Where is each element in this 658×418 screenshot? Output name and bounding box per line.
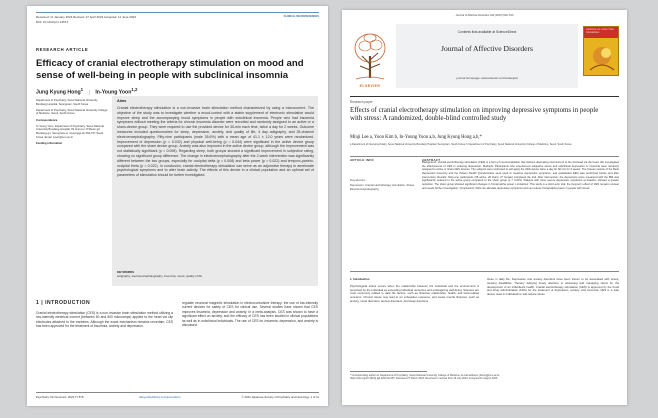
elsevier-tree-logo: [350, 26, 390, 86]
footer-journal-link[interactable]: wileyonlinelibrary.com/journal/pcn: [139, 395, 181, 399]
keywords-heading: Keywords:: [350, 178, 367, 182]
intro-column-2: those in daily life. Depressive and anxiety disorders have been shown to be associated with stress, causing disabilities. Thereby delaying timely attention to assessing and managing stress for the development of an individual's health. Cranial electrotherapy stimulation (CES) is approved by the Food and Drug Administration (FDA) for the treatment of depression, anxiety, and insomnia. CES is a safe device used in individuals to self-reduce stress.: [487, 277, 619, 297]
journal-citation-line: Journal of Affective Disorders 329 (2023) 500–510: [455, 14, 514, 17]
contents-line: [396, 30, 578, 34]
footnote-rule: [350, 371, 427, 372]
affiliations: a Department of Neuropsychiatry, Seoul National University Bundang Hospital, Seongnam, South Korea; b Department of Psychiatry, Seoul National University College of Medicine, Seoul, South Korea: [350, 143, 572, 146]
author-2[interactable]: In-Young Yoon: [95, 89, 132, 96]
info-divider: [350, 156, 619, 157]
article-type: Research paper: [350, 100, 373, 104]
author-1[interactable]: Jung Kyung Hong: [36, 89, 81, 96]
keywords-list: Depression, Cranial electrotherapy stimulation, Stress, Electroencephalography: [350, 184, 415, 191]
correspondence-text: In-Young Yoon, Department of Psychiatry, Seoul National University Bundang Hospital, 82 Gumi-ro 173beon-gil, Bundang-gu, Seongnam-si, Gyeonggi-do 463-707 South Korea. Email: iyoon@snu.ac.kr: [36, 124, 104, 139]
journal-banner: [396, 24, 578, 88]
affiliations-column: [36, 99, 108, 148]
section-heading-introduction: 1 | INTRODUCTION: [36, 300, 91, 306]
header-divider: [350, 96, 619, 97]
footer-citation: Psychiatry Clin Neurosci. 2023;77:578: [36, 395, 84, 399]
abstract-text: Background: Cranial electrotherapy stimulation (CES) is a form of neuromodulation that delivers alternating microcurrent to the forehead via the head. We investigated the effectiveness of CES in reducing depression. Methods: Participants who experienced subjective stress and subclinical depression or insomnia were randomly assigned to active or sham-CES devices. The subjects were instructed to self-apply the CES device twice a day for 30 min for 4 weeks. The Korean version of the Beck Depression Inventory and the Patient Health Questionnaire were used to measure depression symptoms, and quantitative EEG was performed before and after intervention. Results: Sixty-one participants (35 active, 26 sham; 27 female) completed the trial. After intervention, the depression score measured with the BDI was significantly reduced in the active group compared to the sham group (p = 0.001). Patients with more severe depressive symptoms at baseline showed a greater reduction. The sham group showed significant changes in frontal alpha power. Limitations: This study is a short-term trial; the long-term effect of CES remains unclear and needs further investigation. Conclusions: CES can alleviate depressive symptoms and can reduce frontal alpha power in people with stress.: [422, 161, 619, 190]
contents-text[interactable]: Contents lists available at ScienceDirect: [457, 30, 517, 34]
footer-rule: [36, 392, 319, 393]
affiliation-1: Department of Psychiatry, Seoul National University Bundang Hospital, Seongnam, South Korea: [36, 99, 98, 106]
left-paper-page: [27, 6, 328, 406]
footnote: * Corresponding author at: Department of Psychiatry, Seoul National University College of Medicine. E-mail address: jkhong@snu.ac.kr. https://doi.org/10.1016/j.jad.2023.02.087. Received 27 March 2023; Received in revised form 26 July 2023; Accepted 11 August 2023.: [350, 374, 500, 381]
keywords-text: actigraphy, electroencephalography, insomnia, mood, quality of life: [117, 273, 203, 278]
paper-title: Efficacy of cranial electrotherapy stimulation on mood and sense of well-being in people with subclinical insomnia: [36, 58, 304, 81]
correspondence-heading: Correspondence: [36, 118, 58, 122]
journal-cover-image: [583, 26, 619, 76]
author-list: Minji Lee a, Yoon Kim b, In-Young Yoon a,b, Jung Kyung Hong a,b,*: [350, 135, 482, 140]
abstract-heading: ABSTRACT: [422, 158, 441, 162]
abstract-text: Cranial electrotherapy stimulation is a non-invasive brain stimulation method characterized by using a microcurrent. The objective of the study was to investigate whether a mood-control with a stable supplement of electronic stimulation would improve sleep and the accompanying mood symptoms in people with subclinical insomnia. People who had insomnia symptoms without meeting the criteria for chronic insomnia disorder were recruited and randomly assigned to an active or a sham-device group. They were required to use the provided device for 30-min each time, twice a day for 2 weeks. Outcome measures included questionnaires for sleep, depression, anxiety, and quality of life, 4 day actigraphy, and 28-channel electroencephalography. Fifty-nine participants (male 35.6%) with a mean age of 41.1 ± 12.0 years were randomized. Improvement of depression (p = 0.032) and physical well-being (p = 0.044) were significant in the active device group compared with the sham device group. Anxiety was also improved in the active device group, although the improvement was not statistically significant (p = 0.098). Regarding sleep, both groups showed a significant improvement in subjective rating, showing no significant group difference. The change in electroencephalography after the 2-week intervention was significantly different between the two groups, especially for occipital delta (p = 0.008) and beta power (p = 0.022) and temporo-parieto-occipital theta (p = 0.022). In conclusion, cranial electrotherapy stimulation can serve as an adjunctive therapy to ameliorate psychological symptoms and to alter brain activity. The effects of this device in a clinical population and an optimal set of parameters of stimulation should be further investigated.: [117, 106, 314, 178]
keywords: [117, 271, 314, 278]
funding-heading: Funding information: [36, 141, 63, 145]
intro-column-1: [350, 278, 479, 304]
right-paper-page: [342, 10, 627, 405]
abstract-divider: [350, 271, 619, 272]
abstract-heading: Aims: [117, 99, 127, 103]
journal-name: Journal of Affective Disorders: [440, 44, 533, 53]
keywords-label: KEYWORDS: [117, 270, 135, 274]
article-info-heading: ARTICLE INFO: [350, 158, 374, 162]
journal-homepage[interactable]: journal homepage: www.elsevier.com/locate/jad: [456, 76, 518, 80]
section-heading-introduction: 1. Introduction: [350, 277, 370, 281]
cover-artwork-icon: [584, 38, 620, 76]
affiliation-2: Department of Psychiatry, Seoul National University College of Medicine, Seoul, South Korea: [36, 108, 108, 116]
doi: DOI: 10.1111/pcn.13574: [36, 20, 69, 24]
paper-title: Effects of cranial electrotherapy stimulation on improving depressive symptoms in people with stress: A randomized, double-blind controlled study: [350, 107, 599, 123]
author-list: Jung Kyung Hong$^1$ | In-Young Yoon$^{1,2}$: [36, 87, 138, 96]
header-rule: [36, 12, 319, 13]
cover-title: JOURNAL OF AFFECTIVE DISORDERS: [586, 28, 614, 34]
journal-brand: CLINICAL NEUROSCIENCES: [283, 15, 319, 18]
publisher-name: ELSEVIER: [359, 84, 381, 88]
journal-header: [350, 22, 619, 93]
article-type: RESEARCH ARTICLE: [36, 47, 89, 52]
intro-text-1: Psychological stress occurs when the relationship between the individual and the environment is perceived by the individual as exceeding individual resources and endangering well-being. Stresses are most commonly related to daily life factors, such as financial, relationship, health, and work-related concerns. Chronic stress may lead to an exhaustion response, and cause mental illnesses, such as anxiety, mood disorders, anxiety disorders, and sleep disorders.: [350, 283, 479, 303]
intro-column-2: regulate neuronal magnetic stimulation in electroconvulsive therapy: the use of low-intensity current devices for safety of CES for clinical use. Several studies have shown that CES improves insomnia, depression and anxiety. In a meta-analysis, CES was shown to have a significant effect on anxiety, and the efficacy of CES has been studied in clinical populations as well as in subclinical individuals. The use of CES for insomnia, depression, and anxiety is discussed.: [182, 301, 318, 328]
footer-copyright: © 2023 Japanese Society of Psychiatry and Neurology. 1 of 11: [241, 395, 319, 399]
received-dates: Received: 11 January 2023 Revised: 27 April 2023 Accepted: 11 June 2023: [36, 15, 136, 19]
intro-column-1: Cranial electrotherapy stimulation (CES) is a non-invasive brain stimulation method utilizing a low-intensity electrical current (between 50 and 500 microamps) applied to the head via clip electrodes attached to the earlobes. Although the exact mechanism remains uncertain, CES has been approved for the treatment of insomnia, anxiety and depression.: [36, 311, 173, 329]
